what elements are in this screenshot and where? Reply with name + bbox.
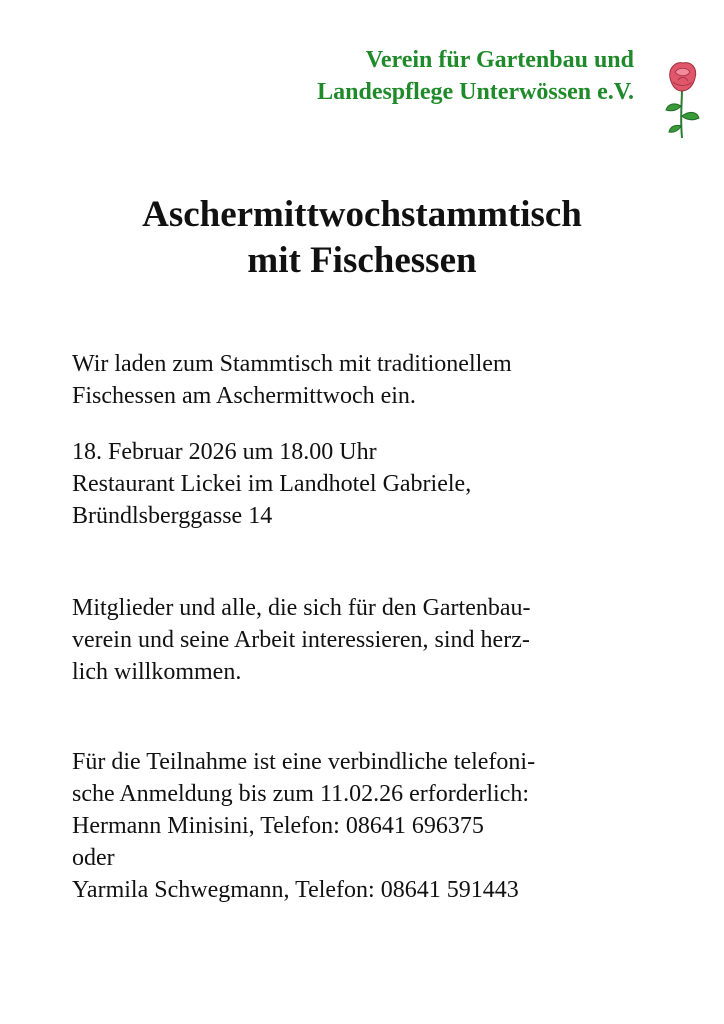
- event-date-time: 18. Februar 2026 um 18.00 Uhr: [72, 439, 377, 465]
- rose-icon: [660, 58, 704, 140]
- intro-line1: Wir laden zum Stammtisch mit traditionellem: [72, 351, 512, 377]
- organization-name-line2: Landespflege Unterwössen e.V.: [317, 79, 634, 105]
- page-title-line1: Aschermittwochstammtisch: [142, 194, 582, 235]
- organization-name-line1: Verein für Gartenbau und: [365, 47, 634, 73]
- registration-line1: Für die Teilnahme ist eine verbindliche telefoni-: [72, 749, 536, 775]
- intro-paragraph: [72, 348, 672, 412]
- intro-line2: Fischessen am Aschermittwoch ein.: [72, 383, 416, 409]
- registration-line2: sche Anmeldung bis zum 11.02.26 erforderlich:: [72, 781, 530, 807]
- contact-separator: oder: [72, 845, 115, 871]
- welcome-paragraph: [72, 592, 672, 688]
- event-address: Bründlsberggasse 14: [72, 503, 273, 529]
- registration-paragraph: [72, 746, 672, 906]
- event-venue: Restaurant Lickei im Landhotel Gabriele,: [72, 471, 472, 497]
- page-title-line2: mit Fischessen: [247, 240, 477, 281]
- welcome-line1: Mitglieder und alle, die sich für den Gartenbau-: [72, 595, 531, 621]
- contact-yarmila: Yarmila Schwegmann, Telefon: 08641 591443: [72, 877, 519, 903]
- welcome-line2: verein und seine Arbeit interessieren, sind herz-: [72, 627, 530, 653]
- welcome-line3: lich willkommen.: [72, 659, 242, 685]
- organization-name: [317, 44, 634, 108]
- event-details: [72, 436, 672, 532]
- page-title: [0, 192, 724, 284]
- contact-hermann: Hermann Minisini, Telefon: 08641 696375: [72, 813, 484, 839]
